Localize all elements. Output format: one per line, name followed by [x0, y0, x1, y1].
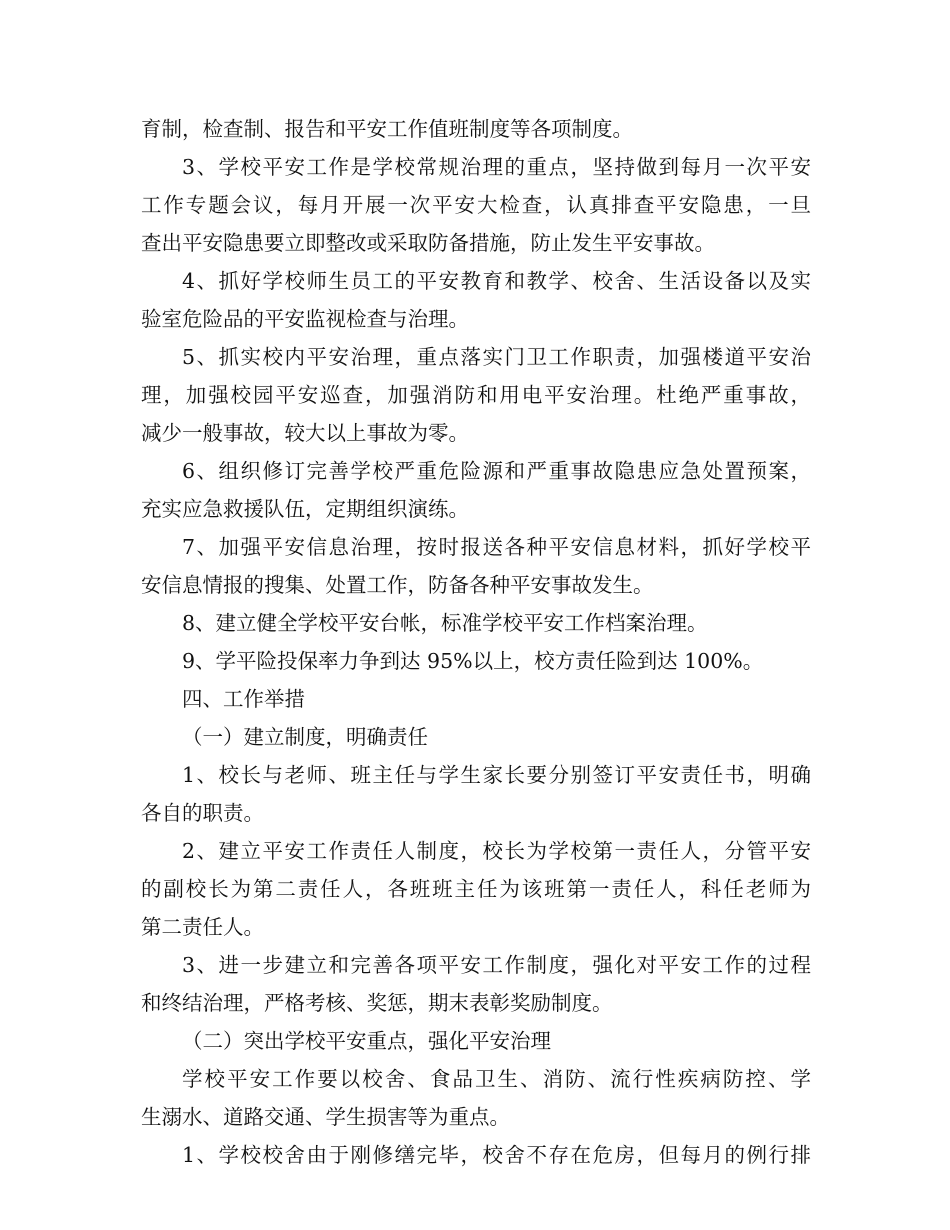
subsection-heading: （二）突出学校平安重点，强化平安治理	[182, 1029, 551, 1053]
text-line: 7、加强平安信息治理，按时报送各种平安信息材料，抓好学校平	[182, 535, 811, 559]
text-line: 学校平安工作要以校舍、食品卫生、消防、流行性疾病防控、学	[182, 1067, 811, 1091]
section-heading: 四、工作举措	[182, 687, 305, 711]
subsection-heading: （一）建立制度，明确责任	[182, 725, 428, 749]
text-line: 的副校长为第二责任人，各班班主任为该班第一责任人，科任老师为	[141, 877, 811, 901]
text-line: 9、学平险投保率力争到达 95%以上，校方责任险到达 100%。	[182, 649, 764, 673]
text-line: 安信息情报的搜集、处置工作，防备各种平安事故发生。	[141, 573, 654, 597]
text-line: 生溺水、道路交通、学生损害等为重点。	[141, 1105, 510, 1129]
text-line: 8、建立健全学校平安台帐，标准学校平安工作档案治理。	[182, 611, 708, 635]
text-line: 4、抓好学校师生员工的平安教育和教学、校舍、生活设备以及实	[182, 269, 811, 293]
document-page	[141, 110, 811, 1174]
text-line: 育制，检查制、报告和平安工作值班制度等各项制度。	[141, 117, 633, 141]
text-line: 理，加强校园平安巡查，加强消防和用电平安治理。杜绝严重事故，	[141, 383, 811, 407]
text-line: 工作专题会议，每月开展一次平安大检查，认真排查平安隐患，一旦	[141, 193, 811, 217]
text-line: 充实应急救援队伍，定期组织演练。	[141, 497, 469, 521]
text-line: 减少一般事故，较大以上事故为零。	[141, 421, 469, 445]
text-line: 和终结治理，严格考核、奖惩，期末表彰奖励制度。	[141, 991, 613, 1015]
text-line: 1、校长与老师、班主任与学生家长要分别签订平安责任书，明确	[182, 763, 811, 787]
text-line: 第二责任人。	[141, 915, 264, 939]
text-line: 查出平安隐患要立即整改或采取防备措施，防止发生平安事故。	[141, 231, 715, 255]
text-line: 3、学校平安工作是学校常规治理的重点，坚持做到每月一次平安	[182, 155, 811, 179]
text-line: 3、进一步建立和完善各项平安工作制度，强化对平安工作的过程	[182, 953, 811, 977]
text-line: 2、建立平安工作责任人制度，校长为学校第一责任人，分管平安	[182, 839, 811, 863]
text-line: 验室危险品的平安监视检查与治理。	[141, 307, 469, 331]
text-line: 5、抓实校内平安治理，重点落实门卫工作职责，加强楼道平安治	[182, 345, 811, 369]
text-line: 1、学校校舍由于刚修缮完毕，校舍不存在危房，但每月的例行排	[182, 1143, 811, 1167]
text-line: 各自的职责。	[141, 801, 264, 825]
text-line: 6、组织修订完善学校严重危险源和严重事故隐患应急处置预案，	[182, 459, 811, 483]
